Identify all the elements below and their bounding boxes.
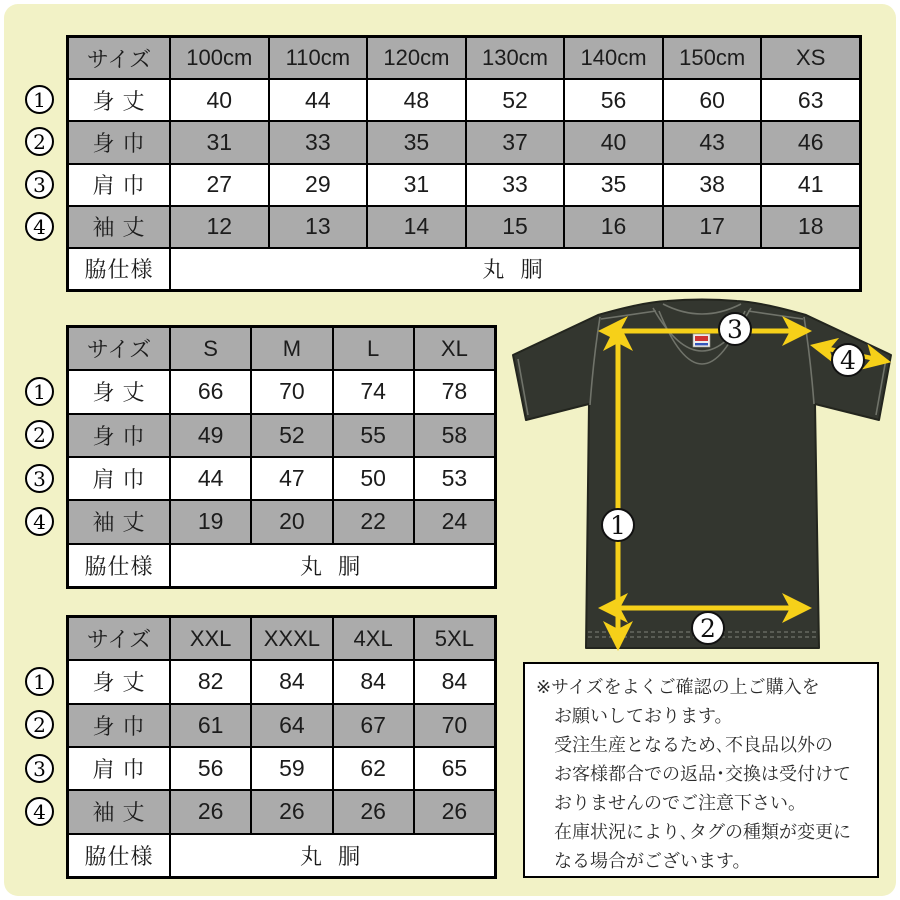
spec-value-cell: 丸 胴	[171, 545, 494, 586]
notice-line: 在庫状況により､タグの種類が変更に	[554, 822, 851, 842]
size-column-header: XL	[415, 328, 494, 369]
collar-brand-tag	[693, 334, 710, 347]
value-cell: 20	[252, 501, 331, 542]
row-marker: 2	[25, 127, 54, 156]
value-cell: 82	[171, 661, 250, 702]
value-cell: 35	[368, 122, 465, 162]
value-cell: 24	[415, 501, 494, 542]
measure-label-cell: 身 丈	[69, 371, 169, 412]
measure-label-cell: 袖 丈	[69, 501, 169, 542]
size-header-cell: サイズ	[69, 38, 169, 78]
size-column-header: 4XL	[334, 618, 413, 659]
spec-value-cell: 丸 胴	[171, 835, 494, 876]
value-cell: 35	[565, 165, 662, 205]
diagram-marker-2	[692, 612, 724, 644]
notice-line: おりませんのでご注意下さい。	[554, 793, 806, 813]
size-column-header: 110cm	[270, 38, 367, 78]
value-cell: 59	[252, 748, 331, 789]
value-cell: 16	[565, 207, 662, 247]
value-cell: 58	[415, 415, 494, 456]
value-cell: 84	[415, 661, 494, 702]
notice-line: 受注生産となるため､不良品以外の	[554, 735, 833, 755]
measure-label-cell: 肩 巾	[69, 165, 169, 205]
value-cell: 65	[415, 748, 494, 789]
notice-line: ※サイズをよくご確認の上ご購入を	[536, 677, 820, 697]
value-cell: 17	[664, 207, 761, 247]
value-cell: 37	[467, 122, 564, 162]
value-cell: 66	[171, 371, 250, 412]
value-cell: 26	[334, 791, 413, 832]
size-column-header: M	[252, 328, 331, 369]
size-column-header: XS	[762, 38, 859, 78]
value-cell: 38	[664, 165, 761, 205]
notice-line: なる場合がございます。	[554, 851, 751, 871]
value-cell: 70	[415, 705, 494, 746]
diagram-marker-3	[719, 313, 751, 345]
value-cell: 60	[664, 80, 761, 120]
measure-label-cell: 身 巾	[69, 415, 169, 456]
marker-label: 3	[727, 315, 743, 344]
size-column-header: S	[171, 328, 250, 369]
value-cell: 29	[270, 165, 367, 205]
value-cell: 26	[171, 791, 250, 832]
value-cell: 70	[252, 371, 331, 412]
size-table-s-xl	[33, 325, 497, 589]
notice-line: お客様都合での返品･交換は受付けて	[554, 764, 851, 784]
row-marker: 3	[25, 464, 54, 493]
size-column-header: 130cm	[467, 38, 564, 78]
diagram-marker-1	[602, 509, 634, 541]
row-marker: 4	[25, 507, 54, 536]
value-cell: 13	[270, 207, 367, 247]
marker-label: 4	[840, 346, 856, 375]
value-cell: 31	[171, 122, 268, 162]
value-cell: 50	[334, 458, 413, 499]
measure-label-cell: 身 丈	[69, 661, 169, 702]
value-cell: 15	[467, 207, 564, 247]
row-marker: 1	[25, 667, 54, 696]
measure-label-cell: 身 巾	[69, 705, 169, 746]
value-cell: 44	[270, 80, 367, 120]
size-table-kids-xs	[33, 35, 862, 292]
value-cell: 84	[252, 661, 331, 702]
value-cell: 22	[334, 501, 413, 542]
size-column-header: XXXL	[252, 618, 331, 659]
value-cell: 61	[171, 705, 250, 746]
size-column-header: 150cm	[664, 38, 761, 78]
value-cell: 19	[171, 501, 250, 542]
row-marker: 4	[25, 212, 54, 241]
value-cell: 33	[270, 122, 367, 162]
value-cell: 63	[762, 80, 859, 120]
value-cell: 44	[171, 458, 250, 499]
row-marker: 3	[25, 754, 54, 783]
value-cell: 67	[334, 705, 413, 746]
value-cell: 56	[171, 748, 250, 789]
value-cell: 84	[334, 661, 413, 702]
size-column-header: 140cm	[565, 38, 662, 78]
notice-line: お願いしております。	[554, 706, 733, 726]
measure-label-cell: 身 巾	[69, 122, 169, 162]
measure-label-cell: 袖 丈	[69, 207, 169, 247]
size-column-header: XXL	[171, 618, 250, 659]
size-column-header: L	[334, 328, 413, 369]
size-column-header: 5XL	[415, 618, 494, 659]
value-cell: 40	[565, 122, 662, 162]
spec-label-cell: 脇仕様	[69, 249, 169, 289]
row-marker: 4	[25, 797, 54, 826]
marker-label: 1	[610, 511, 626, 540]
spec-label-cell: 脇仕様	[69, 545, 169, 586]
row-marker: 1	[25, 377, 54, 406]
value-cell: 40	[171, 80, 268, 120]
value-cell: 64	[252, 705, 331, 746]
value-cell: 43	[664, 122, 761, 162]
size-header-cell: サイズ	[69, 328, 169, 369]
size-grid	[66, 615, 497, 879]
row-marker: 3	[25, 170, 54, 199]
diagram-marker-4	[832, 344, 864, 376]
size-column-header: 120cm	[368, 38, 465, 78]
notice-box	[523, 662, 879, 878]
measure-label-cell: 袖 丈	[69, 791, 169, 832]
value-cell: 56	[565, 80, 662, 120]
value-cell: 18	[762, 207, 859, 247]
value-cell: 46	[762, 122, 859, 162]
value-cell: 41	[762, 165, 859, 205]
marker-label: 2	[700, 614, 716, 643]
value-cell: 27	[171, 165, 268, 205]
spec-value-cell: 丸 胴	[171, 249, 859, 289]
value-cell: 33	[467, 165, 564, 205]
spec-label-cell: 脇仕様	[69, 835, 169, 876]
value-cell: 74	[334, 371, 413, 412]
value-cell: 31	[368, 165, 465, 205]
value-cell: 49	[171, 415, 250, 456]
value-cell: 52	[467, 80, 564, 120]
value-cell: 47	[252, 458, 331, 499]
size-column-header: 100cm	[171, 38, 268, 78]
value-cell: 14	[368, 207, 465, 247]
row-marker: 1	[25, 85, 54, 114]
row-marker: 2	[25, 420, 54, 449]
size-grid	[66, 325, 497, 589]
value-cell: 78	[415, 371, 494, 412]
value-cell: 53	[415, 458, 494, 499]
measure-label-cell: 肩 巾	[69, 458, 169, 499]
value-cell: 48	[368, 80, 465, 120]
value-cell: 12	[171, 207, 268, 247]
row-marker: 2	[25, 710, 54, 739]
tshirt-measurement-diagram	[495, 298, 900, 660]
size-header-cell: サイズ	[69, 618, 169, 659]
measure-label-cell: 肩 巾	[69, 748, 169, 789]
size-grid	[66, 35, 862, 292]
size-table-xxl-5xl	[33, 615, 497, 879]
value-cell: 26	[252, 791, 331, 832]
value-cell: 52	[252, 415, 331, 456]
value-cell: 26	[415, 791, 494, 832]
value-cell: 55	[334, 415, 413, 456]
value-cell: 62	[334, 748, 413, 789]
measure-label-cell: 身 丈	[69, 80, 169, 120]
